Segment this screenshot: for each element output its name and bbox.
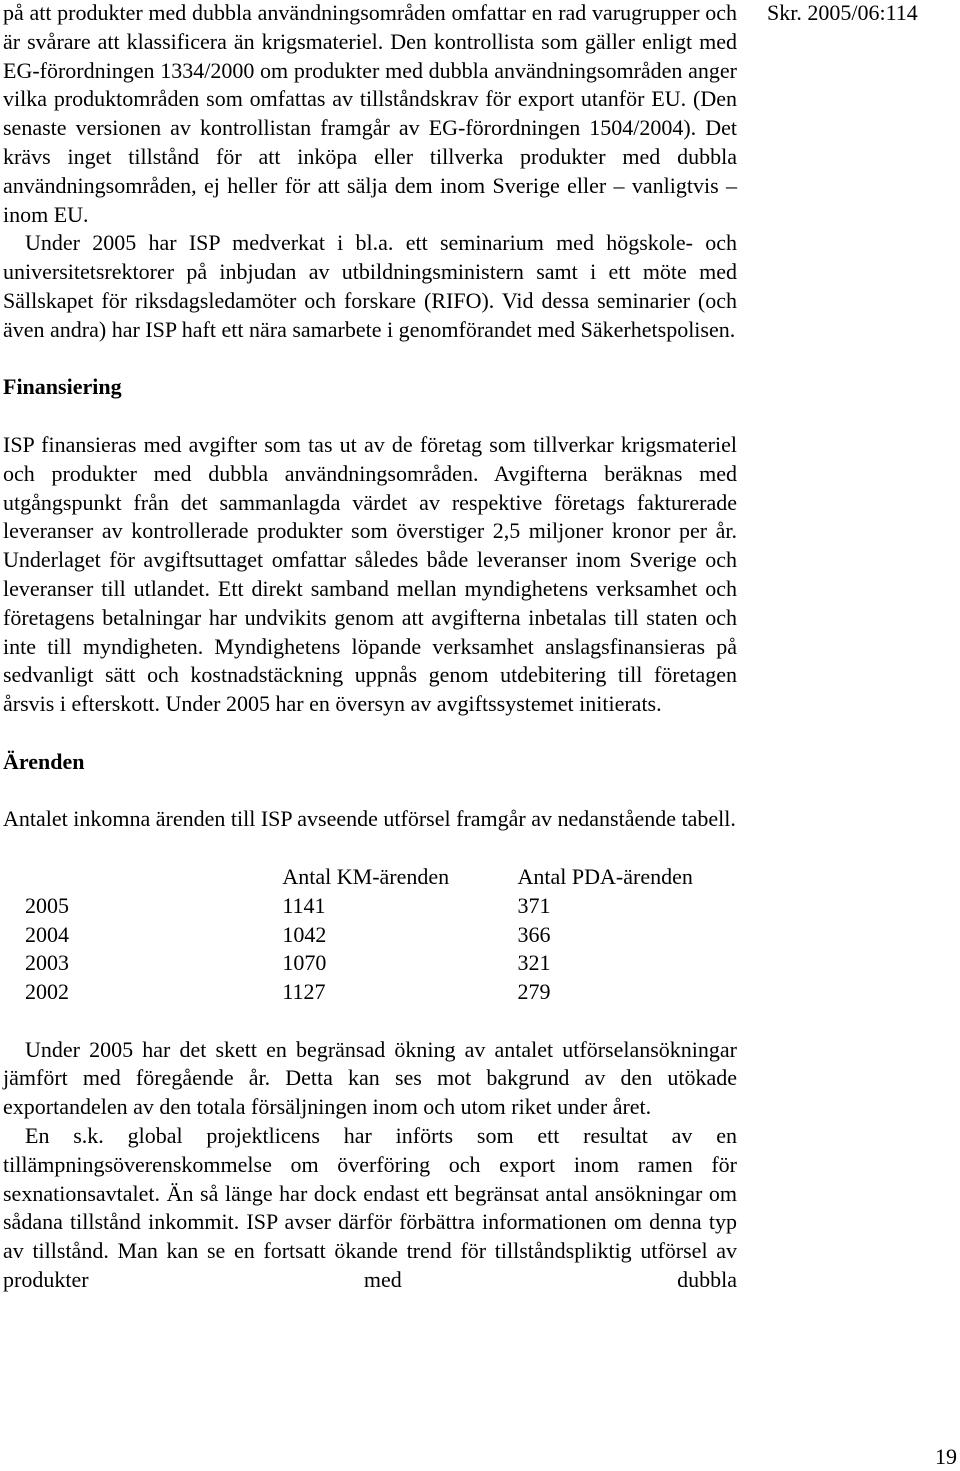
- table-cell-year: 2004: [25, 921, 69, 947]
- finansiering-paragraph: ISP finansieras med avgifter som tas ut av de företag som tillverkar krigsmateriel och produkter med dubbla användningsområden. Avgifterna beräknas med utgångspunkt från det sammanlagda värdet av respektive företags fakturerade leveranser av kontrollerade produkter som överstiger 2,5 miljoner kronor per år. Underlaget för avgiftsuttaget omfattar således både leveranser inom Sverige och leveranser till utlandet. Ett direkt samband mellan myndighetens verksamhet och företagens betalningar har undvikits genom att avgifterna inbetalas till staten och inte till myndigheten. Myndighetens löpande verksamhet anslagsfinansieras på sedvanligt sätt och kostnadstäckning uppnås genom utdebitering till företagen årsvis i efterskott. Under 2005 har en översyn av avgiftssystemet initierats.: [3, 431, 737, 717]
- intro-paragraph-2: Under 2005 har ISP medverkat i bl.a. ett seminarium med högskole- och universitetsrektorer på inbjudan av utbildningsministern samt i ett möte med Sällskapet för riksdagsledamöter och forskare (RIFO). Vid dessa seminarier (och även andra) har ISP haft ett nära samarbete i genomförandet med Säkerhetspolisen.: [3, 230, 737, 342]
- table-cell-km: 1141: [282, 892, 326, 918]
- table-row: [25, 892, 737, 921]
- main-text-column: [3, 0, 737, 1295]
- table-header-km: Antal KM-ärenden: [282, 863, 450, 889]
- heading-finansiering: Finansiering: [3, 374, 122, 400]
- table-cell-km: 1042: [282, 921, 327, 947]
- arenden-intro-paragraph: Antalet inkomna ärenden till ISP avseende utförsel framgår av nedanstående tabell.: [3, 806, 736, 832]
- table-cell-year: 2005: [25, 892, 69, 918]
- intro-paragraph-1: på att produkter med dubbla användningsområden omfattar en rad varugrupper och är svårare att klassificera än krigsmateriel. Den kontrollista som gäller enligt med EG-förordningen 1334/2000 om produkter med dubbla användningsområden anger vilka produktområden som omfattas av tillståndskrav för export utanför EU. (Den senaste versionen av kontrollistan framgår av EG-förordningen 1504/2004). Det krävs inget tillstånd för att inköpa eller tillverka produkter med dubbla användningsområden, ej heller för att sälja dem inom Sverige eller – vanligtvis – inom EU.: [3, 0, 737, 227]
- arenden-table: [25, 863, 737, 1007]
- heading-arenden: Ärenden: [3, 748, 85, 774]
- arenden-paragraph-2: En s.k. global projektlicens har införts som ett resultat av en tillämpningsöverenskommelse om överföring och export inom ramen för sexnationsavtalet. Än så länge har dock endast ett begränsat antal ansökningar om sådana tillstånd inkommit. ISP avser därför förbättra informationen om denna typ av tillstånd. Man kan se en fortsatt ökande trend för tillståndspliktig utförsel av produkter med dubbla: [3, 1123, 737, 1293]
- document-reference: Skr. 2005/06:114: [767, 0, 918, 25]
- page-number: 19: [935, 1444, 957, 1469]
- table-row: [25, 978, 737, 1007]
- table-header-pda: Antal PDA-ärenden: [517, 863, 693, 889]
- table-header-row: [25, 863, 737, 892]
- table-header-year: [25, 863, 282, 892]
- table-row: [25, 949, 737, 978]
- table-cell-km: 1070: [282, 950, 327, 976]
- table-cell-year: 2003: [25, 950, 69, 976]
- arenden-paragraph-1: Under 2005 har det skett en begränsad ökning av antalet utförselansökningar jämfört med föregående år. Detta kan ses mot bakgrund av den utökade exportandelen av den totala försäljningen inom och utom riket under året.: [3, 1036, 737, 1120]
- table-cell-pda: 371: [517, 892, 551, 918]
- table-cell-pda: 366: [517, 921, 551, 947]
- table-cell-km: 1127: [282, 979, 326, 1005]
- table-row: [25, 921, 737, 950]
- table-cell-year: 2002: [25, 979, 69, 1005]
- table-cell-pda: 321: [517, 950, 551, 976]
- table-cell-pda: 279: [517, 979, 551, 1005]
